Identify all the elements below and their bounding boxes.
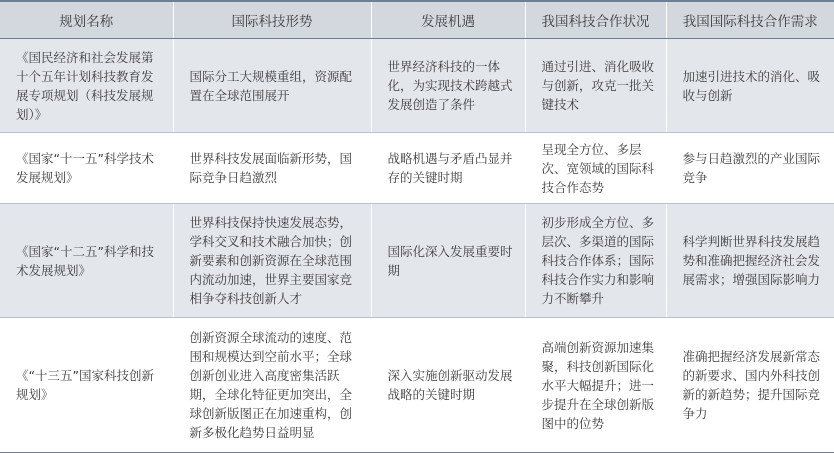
cell-cooperation-needs: 科学判断世界科技发展趋势和准确把握经济社会发展需求；增强国际影响力 [666,204,834,318]
cell-cooperation-needs: 加速引进技术的消化、吸收与创新 [666,39,834,133]
cell-international-situation: 国际分工大规模重组，资源配置在全球范围展开 [173,39,371,133]
cell-international-situation: 世界科技保持快速发展态势，学科交叉和技术融合加快；创新要素和创新资源在全球范围内流动加速，世界主要国家竞相争夺科技创新人才 [173,204,371,318]
table-header-row [0,1,834,39]
header-plan-name: 规划名称 [0,1,173,39]
header-cooperation-needs: 我国国际科技合作需求 [666,1,834,39]
cell-development-opportunity: 世界经济科技的一体化，为实现技术跨越式发展创造了条件 [371,39,525,133]
cell-development-opportunity: 战略机遇与矛盾凸显并存的关键时期 [371,133,525,204]
cell-international-situation: 世界科技发展面临新形势，国际竞争日趋激烈 [173,133,371,204]
table-row [0,39,834,133]
cell-cooperation-status: 通过引进、消化吸收与创新，攻克一批关键技术 [525,39,666,133]
table-row [0,204,834,318]
cell-cooperation-needs: 参与日趋激烈的产业国际竞争 [666,133,834,204]
cell-development-opportunity: 国际化深入发展重要时期 [371,204,525,318]
cell-cooperation-status: 初步形成全方位、多层次、多渠道的国际科技合作体系；国际科技合作实力和影响力不断攀升 [525,204,666,318]
cell-plan-name: 《“十三五”国家科技创新规划》 [0,318,173,453]
header-cooperation-status: 我国科技合作状况 [525,1,666,39]
table-row [0,133,834,204]
cell-cooperation-needs: 准确把握经济发展新常态的新要求、国内外科技创新的新趋势；提升国际竞争力 [666,318,834,453]
header-development-opportunity: 发展机遇 [371,1,525,39]
cell-cooperation-status: 呈现全方位、多层次、宽领域的国际科技合作态势 [525,133,666,204]
table-row [0,318,834,453]
cell-international-situation: 创新资源全球流动的速度、范围和规模达到空前水平；全球创新创业进入高度密集活跃期，全球化特征更加突出，全球创新版图正在加速重构，创新多极化趋势日益明显 [173,318,371,453]
cell-development-opportunity: 深入实施创新驱动发展战略的关键时期 [371,318,525,453]
cell-plan-name: 《国家“十二五”科学和技术发展规划》 [0,204,173,318]
cell-plan-name: 《国民经济和社会发展第十个五年计划科技教育发展专项规划（科技发展规划）》 [0,39,173,133]
header-international-situation: 国际科技形势 [173,1,371,39]
cell-plan-name: 《国家“十一五”科学技术发展规划》 [0,133,173,204]
cell-cooperation-status: 高端创新资源加速集聚，科技创新国际化水平大幅提升；进一步提升在全球创新版图中的位势 [525,318,666,453]
